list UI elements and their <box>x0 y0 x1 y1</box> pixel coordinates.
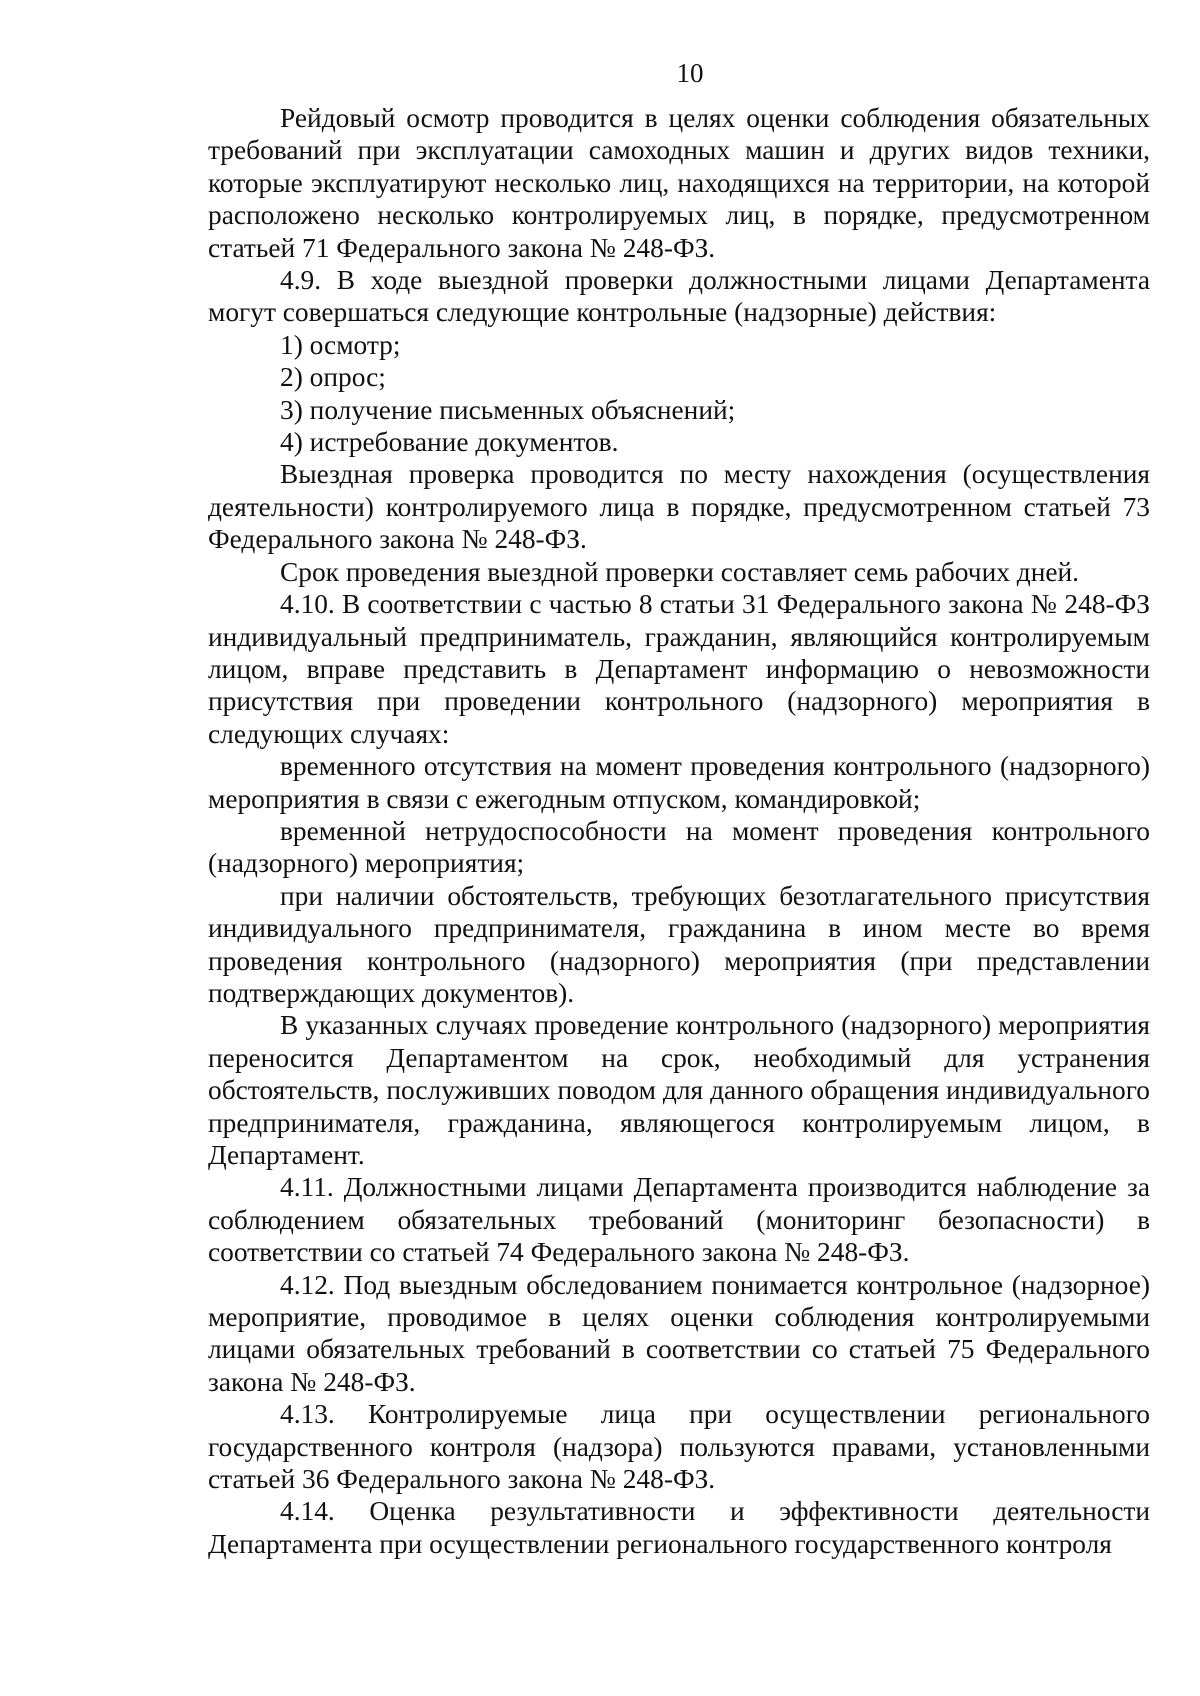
list-item-inspection: 1) осмотр; <box>280 329 401 360</box>
paragraph-postponement: В указанных случаях проведение контрольного (надзорного) мероприятия переносится Департаментом на срок, необходимый для устранения обстоятельств, послуживших поводом для данного обращения индивидуального предпринимателя, гражданина, являющегося контролируемым лицом, в Департамент. <box>208 1010 1150 1170</box>
page-number: 10 <box>676 58 704 88</box>
paragraph-absence-case-2: временной нетрудоспособности на момент проведения контрольного (надзорного) мероприятия; <box>208 815 1150 879</box>
paragraph-4-13: 4.13. Контролируемые лица при осуществлении регионального государственного контроля (надзора) пользуются правами, установленными статьей 36 Федерального закона № 248-ФЗ. <box>208 1399 1150 1495</box>
paragraph-4-14: 4.14. Оценка результативности и эффективности деятельности Департамента при осуществлении регионального государственного контроля <box>208 1496 1150 1559</box>
paragraph-raid-inspection: Рейдовый осмотр проводится в целях оценки соблюдения обязательных требований при эксплуатации самоходных машин и других видов техники, которые эксплуатируют несколько лиц, находящихся на территории, на которой расположено несколько контролируемых лиц, в порядке, предусмотренном статьей 71 Федерального закона № 248-ФЗ. <box>208 103 1150 263</box>
paragraph-absence-case-3: при наличии обстоятельств, требующих безотлагательного присутствия индивидуального предпринимателя, гражданина в ином месте во время проведения контрольного (надзорного) мероприятия (при представлении подтверждающих документов). <box>208 880 1150 1008</box>
paragraph-4-12: 4.12. Под выездным обследованием понимается контрольное (надзорное) мероприятие, проводимое в целях оценки соблюдения контролируемыми лицами обязательных требований в соответствии со статьей 75 Федерального закона № 248-ФЗ. <box>208 1269 1150 1397</box>
list-item-explanations: 3) получение письменных объяснений; <box>280 394 736 425</box>
paragraph-field-check-location: Выездная проверка проводится по месту нахождения (осуществления деятельности) контролируемого лица в порядке, предусмотренном статьей 73 Федерального закона № 248-ФЗ. <box>208 459 1150 555</box>
paragraph-field-check-duration: Срок проведения выездной проверки составляет семь рабочих дней. <box>280 556 1080 587</box>
paragraph-4-11: 4.11. Должностными лицами Департамента производится наблюдение за соблюдением обязательных требований (мониторинг безопасности) в соответствии со статьей 74 Федерального закона № 248-ФЗ. <box>208 1172 1150 1268</box>
paragraph-4-10: 4.10. В соответствии с частью 8 статьи 31 Федерального закона № 248-ФЗ индивидуальный предприниматель, гражданин, являющийся контролируемым лицом, вправе представить в Департамент информацию о невозможности присутствия при проведении контрольного (надзорного) мероприятия в следующих случаях: <box>208 589 1150 749</box>
list-item-documents: 4) истребование документов. <box>280 427 619 458</box>
paragraph-4-9: 4.9. В ходе выездной проверки должностными лицами Департамента могут совершаться следующие контрольные (надзорные) действия: <box>208 265 1150 328</box>
paragraph-absence-case-1: временного отсутствия на момент проведения контрольного (надзорного) мероприятия в связи с ежегодным отпуском, командировкой; <box>208 751 1150 814</box>
document-body <box>208 102 1150 1560</box>
list-item-survey: 2) опрос; <box>280 362 386 393</box>
